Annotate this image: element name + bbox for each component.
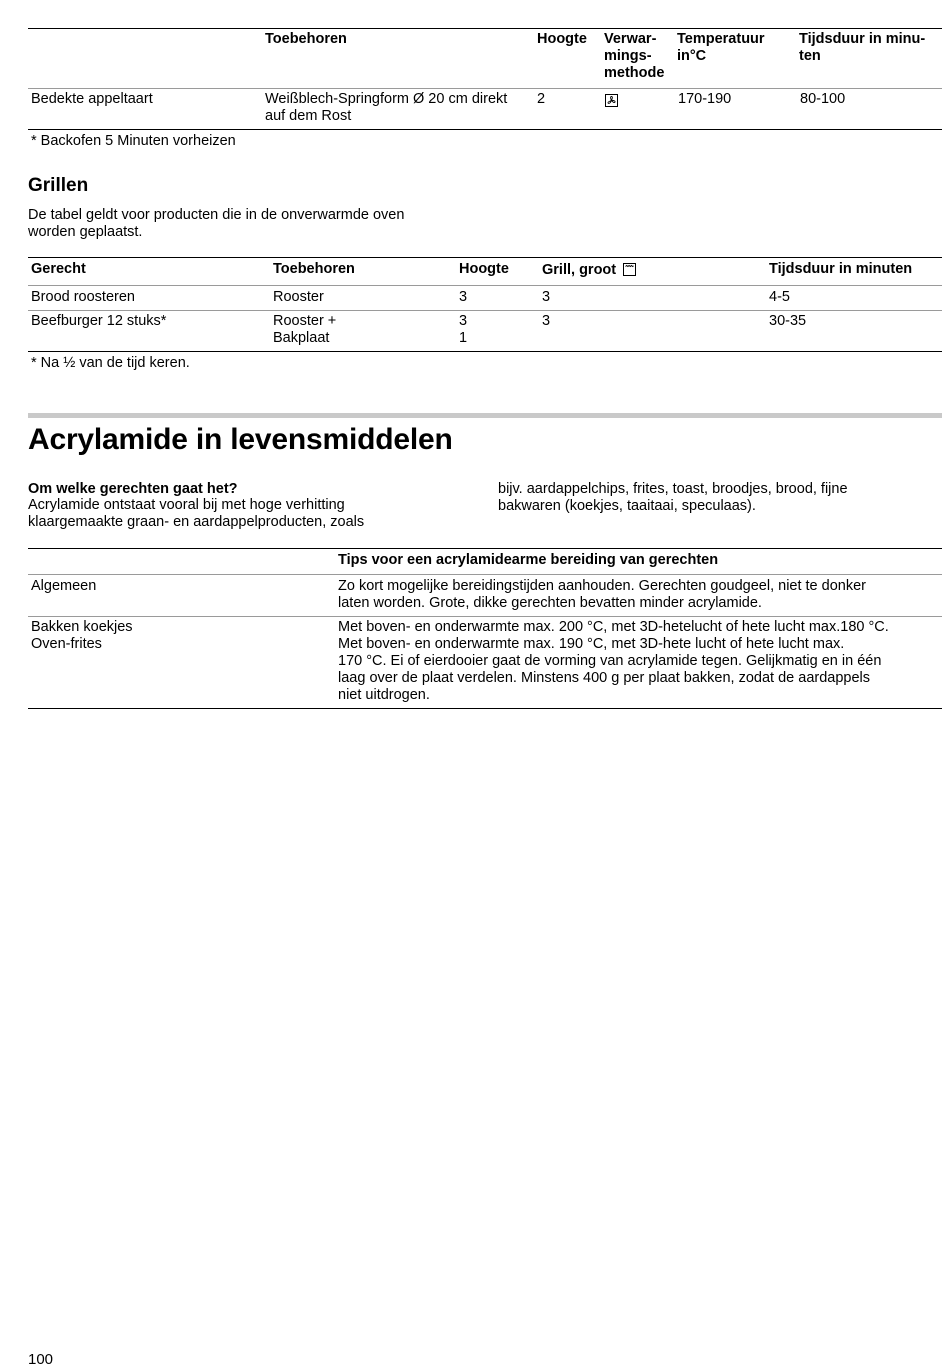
grill-header-accessory: Toebehoren: [273, 261, 355, 277]
table1-header-temp: Temperatuur in°C: [677, 31, 765, 64]
table1-header-method: Verwar- mings- methode: [604, 31, 665, 81]
acrylamide-question: Om welke gerechten gaat het?: [28, 481, 238, 497]
tips-table-header: Tips voor een acrylamidearme bereiding van gerechten: [338, 552, 719, 568]
grill-header-grill-label: Grill, groot: [542, 262, 617, 278]
section-divider-bar: [28, 413, 942, 418]
grill-table-bottom-rule: [28, 351, 942, 352]
tips-table-bottom-rule: [28, 708, 942, 709]
grill-row2-height: 3 1: [459, 313, 468, 346]
table1-top-rule: [28, 28, 942, 29]
grill-row1-height: 3: [459, 289, 468, 305]
grill-header-grill: [542, 262, 636, 279]
grill-footnote: * Na ½ van de tijd keren.: [31, 355, 190, 371]
grill-section-title: Grillen: [28, 175, 89, 196]
tips-header-rule: [28, 574, 942, 575]
grill-row2-time: 30-35: [769, 313, 807, 329]
table1-header-rule: [28, 88, 942, 89]
table1-footnote: * Backofen 5 Minuten vorheizen: [31, 133, 236, 149]
grill-header-time: Tijdsduur in minuten: [769, 261, 913, 277]
tips-row1-label: Algemeen: [31, 578, 97, 594]
tips-table-top-rule: [28, 548, 942, 549]
grill-header-dish: Gerecht: [31, 261, 86, 277]
grill-row2-dish: Beefburger 12 stuks*: [31, 313, 167, 329]
table1-header-time: Tijdsduur in minu- ten: [799, 31, 926, 64]
grill-table-top-rule: [28, 257, 942, 258]
grill-row-rule: [28, 310, 942, 311]
grill-row1-accessory: Rooster: [273, 289, 324, 305]
grill-row2-grill: 3: [542, 313, 551, 329]
table1-header-height: Hoogte: [537, 31, 587, 47]
grill-intro-text: De tabel geldt voor producten die in de onverwarmde oven worden geplaatst.: [28, 207, 405, 240]
tips-row-rule: [28, 616, 942, 617]
grill-row1-dish: Brood roosteren: [31, 289, 135, 305]
table1-cell-height: 2: [537, 91, 546, 107]
grill-row1-time: 4-5: [769, 289, 790, 305]
acrylamide-text-right: bijv. aardappelchips, frites, toast, broodjes, brood, fijne bakwaren (koekjes, taaitaai, speculaas).: [498, 481, 848, 514]
acrylamide-title: Acrylamide in levensmiddelen: [28, 423, 453, 456]
large-grill-icon: [623, 263, 636, 276]
table1-cell-time: 80-100: [800, 91, 846, 107]
grill-header-height: Hoogte: [459, 261, 509, 277]
page-number: 100: [28, 1351, 54, 1368]
tips-row1-text: Zo kort mogelijke bereidingstijden aanhouden. Gerechten goudgeel, niet te donker laten worden. Grote, dikke gerechten bevatten minder acrylamide.: [338, 578, 866, 611]
grill-header-rule: [28, 285, 942, 286]
tips-row2-text: Met boven- en onderwarmte max. 200 °C, met 3D-hetelucht of hete lucht max.180 °C. Met boven- en onderwarmte max. 190 °C, met 3D-hete lucht of hete lucht max. 170 °C. Ei of eierdooier gaat de vorming van acrylamide tegen. Gelijkmatig en in één laag over de plaat verdelen. Minstens 400 g per plaat bakken, zodat de aardappels niet uitdrogen.: [338, 619, 889, 703]
table1-header-accessory: Toebehoren: [265, 31, 347, 47]
tips-row2-label: Bakken koekjes Oven-frites: [31, 619, 133, 652]
hot-air-fan-icon: [605, 93, 618, 110]
grill-row1-grill: 3: [542, 289, 551, 305]
grill-row2-accessory: Rooster + Bakplaat: [273, 313, 337, 346]
table1-bottom-rule: [28, 129, 942, 130]
table1-cell-accessory: Weißblech-Springform Ø 20 cm direkt auf dem Rost: [265, 91, 508, 124]
acrylamide-text-left: Acrylamide ontstaat vooral bij met hoge verhitting klaargemaakte graan- en aardappelproducten, zoals: [28, 497, 365, 530]
table1-cell-dish: Bedekte appeltaart: [31, 91, 153, 107]
table1-cell-temp: 170-190: [678, 91, 732, 107]
